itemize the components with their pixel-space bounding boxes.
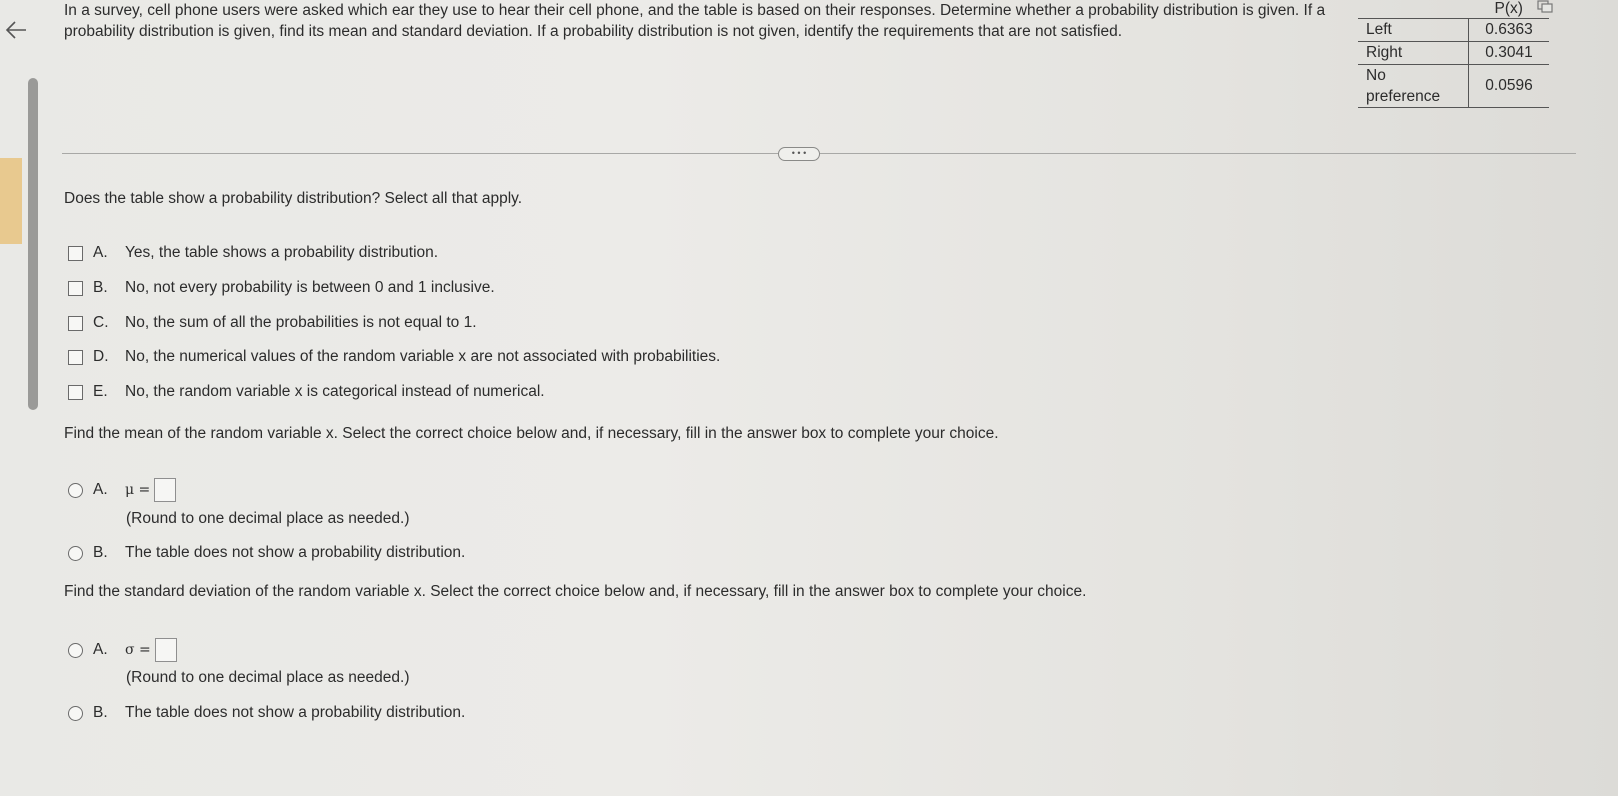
sigma-symbol: σ = (125, 642, 151, 658)
checkbox-option-a[interactable] (68, 244, 438, 262)
probability-table (1358, 0, 1549, 108)
left-side-strip (0, 158, 22, 244)
table-cell-category: No preference (1358, 65, 1469, 108)
option-text: The table does not show a probability distribution. (125, 704, 466, 721)
table-cell-value: 0.3041 (1469, 42, 1550, 65)
checkbox-option-b[interactable] (68, 279, 495, 297)
checkbox[interactable] (68, 350, 83, 365)
table-cell-value: 0.0596 (1469, 65, 1550, 108)
option-text: No, the random variable x is categorical instead of numerical. (125, 383, 545, 400)
option-text: No, the sum of all the probabilities is not equal to 1. (125, 314, 477, 331)
option-letter: B. (93, 704, 108, 721)
table-cell-value: 0.6363 (1469, 19, 1550, 42)
radio-option-sd-b[interactable] (68, 704, 465, 722)
problem-prompt: In a survey, cell phone users were asked which ear they use to hear their cell phone, and the table is based on their responses. Determine whether a probability distribution is given. If a probability distribution is given, find its mean and standard deviation. If a probability distribution is not given, identify the requirements that are not satisfied. (64, 2, 1326, 40)
option-text: No, the numerical values of the random variable x are not associated with probabilities. (125, 348, 721, 365)
checkbox-option-e[interactable] (68, 383, 545, 401)
option-letter: D. (93, 348, 109, 365)
option-letter: A. (93, 244, 108, 261)
mu-symbol: μ = (125, 482, 151, 498)
question-mean: Find the mean of the random variable x. Select the correct choice below and, if necessary, fill in the answer box to complete your choice. (64, 425, 999, 442)
checkbox[interactable] (68, 385, 83, 400)
radio-button[interactable] (68, 706, 83, 721)
radio-button[interactable] (68, 483, 83, 498)
option-letter: A. (93, 481, 108, 498)
question-distribution: Does the table show a probability distribution? Select all that apply. (64, 190, 523, 207)
copy-icon[interactable] (1537, 0, 1553, 14)
table-row (1358, 65, 1549, 108)
question-standard-deviation: Find the standard deviation of the random variable x. Select the correct choice below and, if necessary, fill in the answer box to complete your choice. (64, 583, 1087, 600)
table-row (1358, 42, 1549, 65)
checkbox-option-d[interactable] (68, 348, 720, 366)
rounding-note: (Round to one decimal place as needed.) (126, 669, 410, 686)
table-header-px: P(x) (1469, 0, 1550, 19)
option-letter: A. (93, 641, 108, 658)
radio-button[interactable] (68, 546, 83, 561)
option-text: No, not every probability is between 0 and 1 inclusive. (125, 279, 495, 296)
option-letter: B. (93, 544, 108, 561)
option-text: Yes, the table shows a probability distribution. (125, 244, 439, 261)
table-cell-category: Left (1358, 19, 1469, 42)
mean-answer-input[interactable] (154, 478, 176, 502)
checkbox-option-c[interactable] (68, 314, 477, 332)
table-header-row (1358, 0, 1549, 19)
option-text: The table does not show a probability distribution. (125, 544, 466, 561)
sd-answer-input[interactable] (155, 638, 177, 662)
radio-option-sd-a[interactable] (68, 638, 177, 662)
rounding-note: (Round to one decimal place as needed.) (126, 510, 410, 527)
option-letter: C. (93, 314, 109, 331)
checkbox[interactable] (68, 281, 83, 296)
expand-more-button[interactable]: • • • (778, 147, 820, 161)
left-arrow-icon[interactable] (4, 18, 28, 42)
option-letter: E. (93, 383, 108, 400)
checkbox[interactable] (68, 246, 83, 261)
checkbox[interactable] (68, 316, 83, 331)
table-cell-category: Right (1358, 42, 1469, 65)
scrollbar-thumb[interactable] (28, 78, 38, 410)
radio-button[interactable] (68, 643, 83, 658)
radio-option-mean-b[interactable] (68, 544, 465, 562)
option-letter: B. (93, 279, 108, 296)
radio-option-mean-a[interactable] (68, 478, 176, 502)
table-row (1358, 19, 1549, 42)
table-corner (1358, 0, 1469, 19)
